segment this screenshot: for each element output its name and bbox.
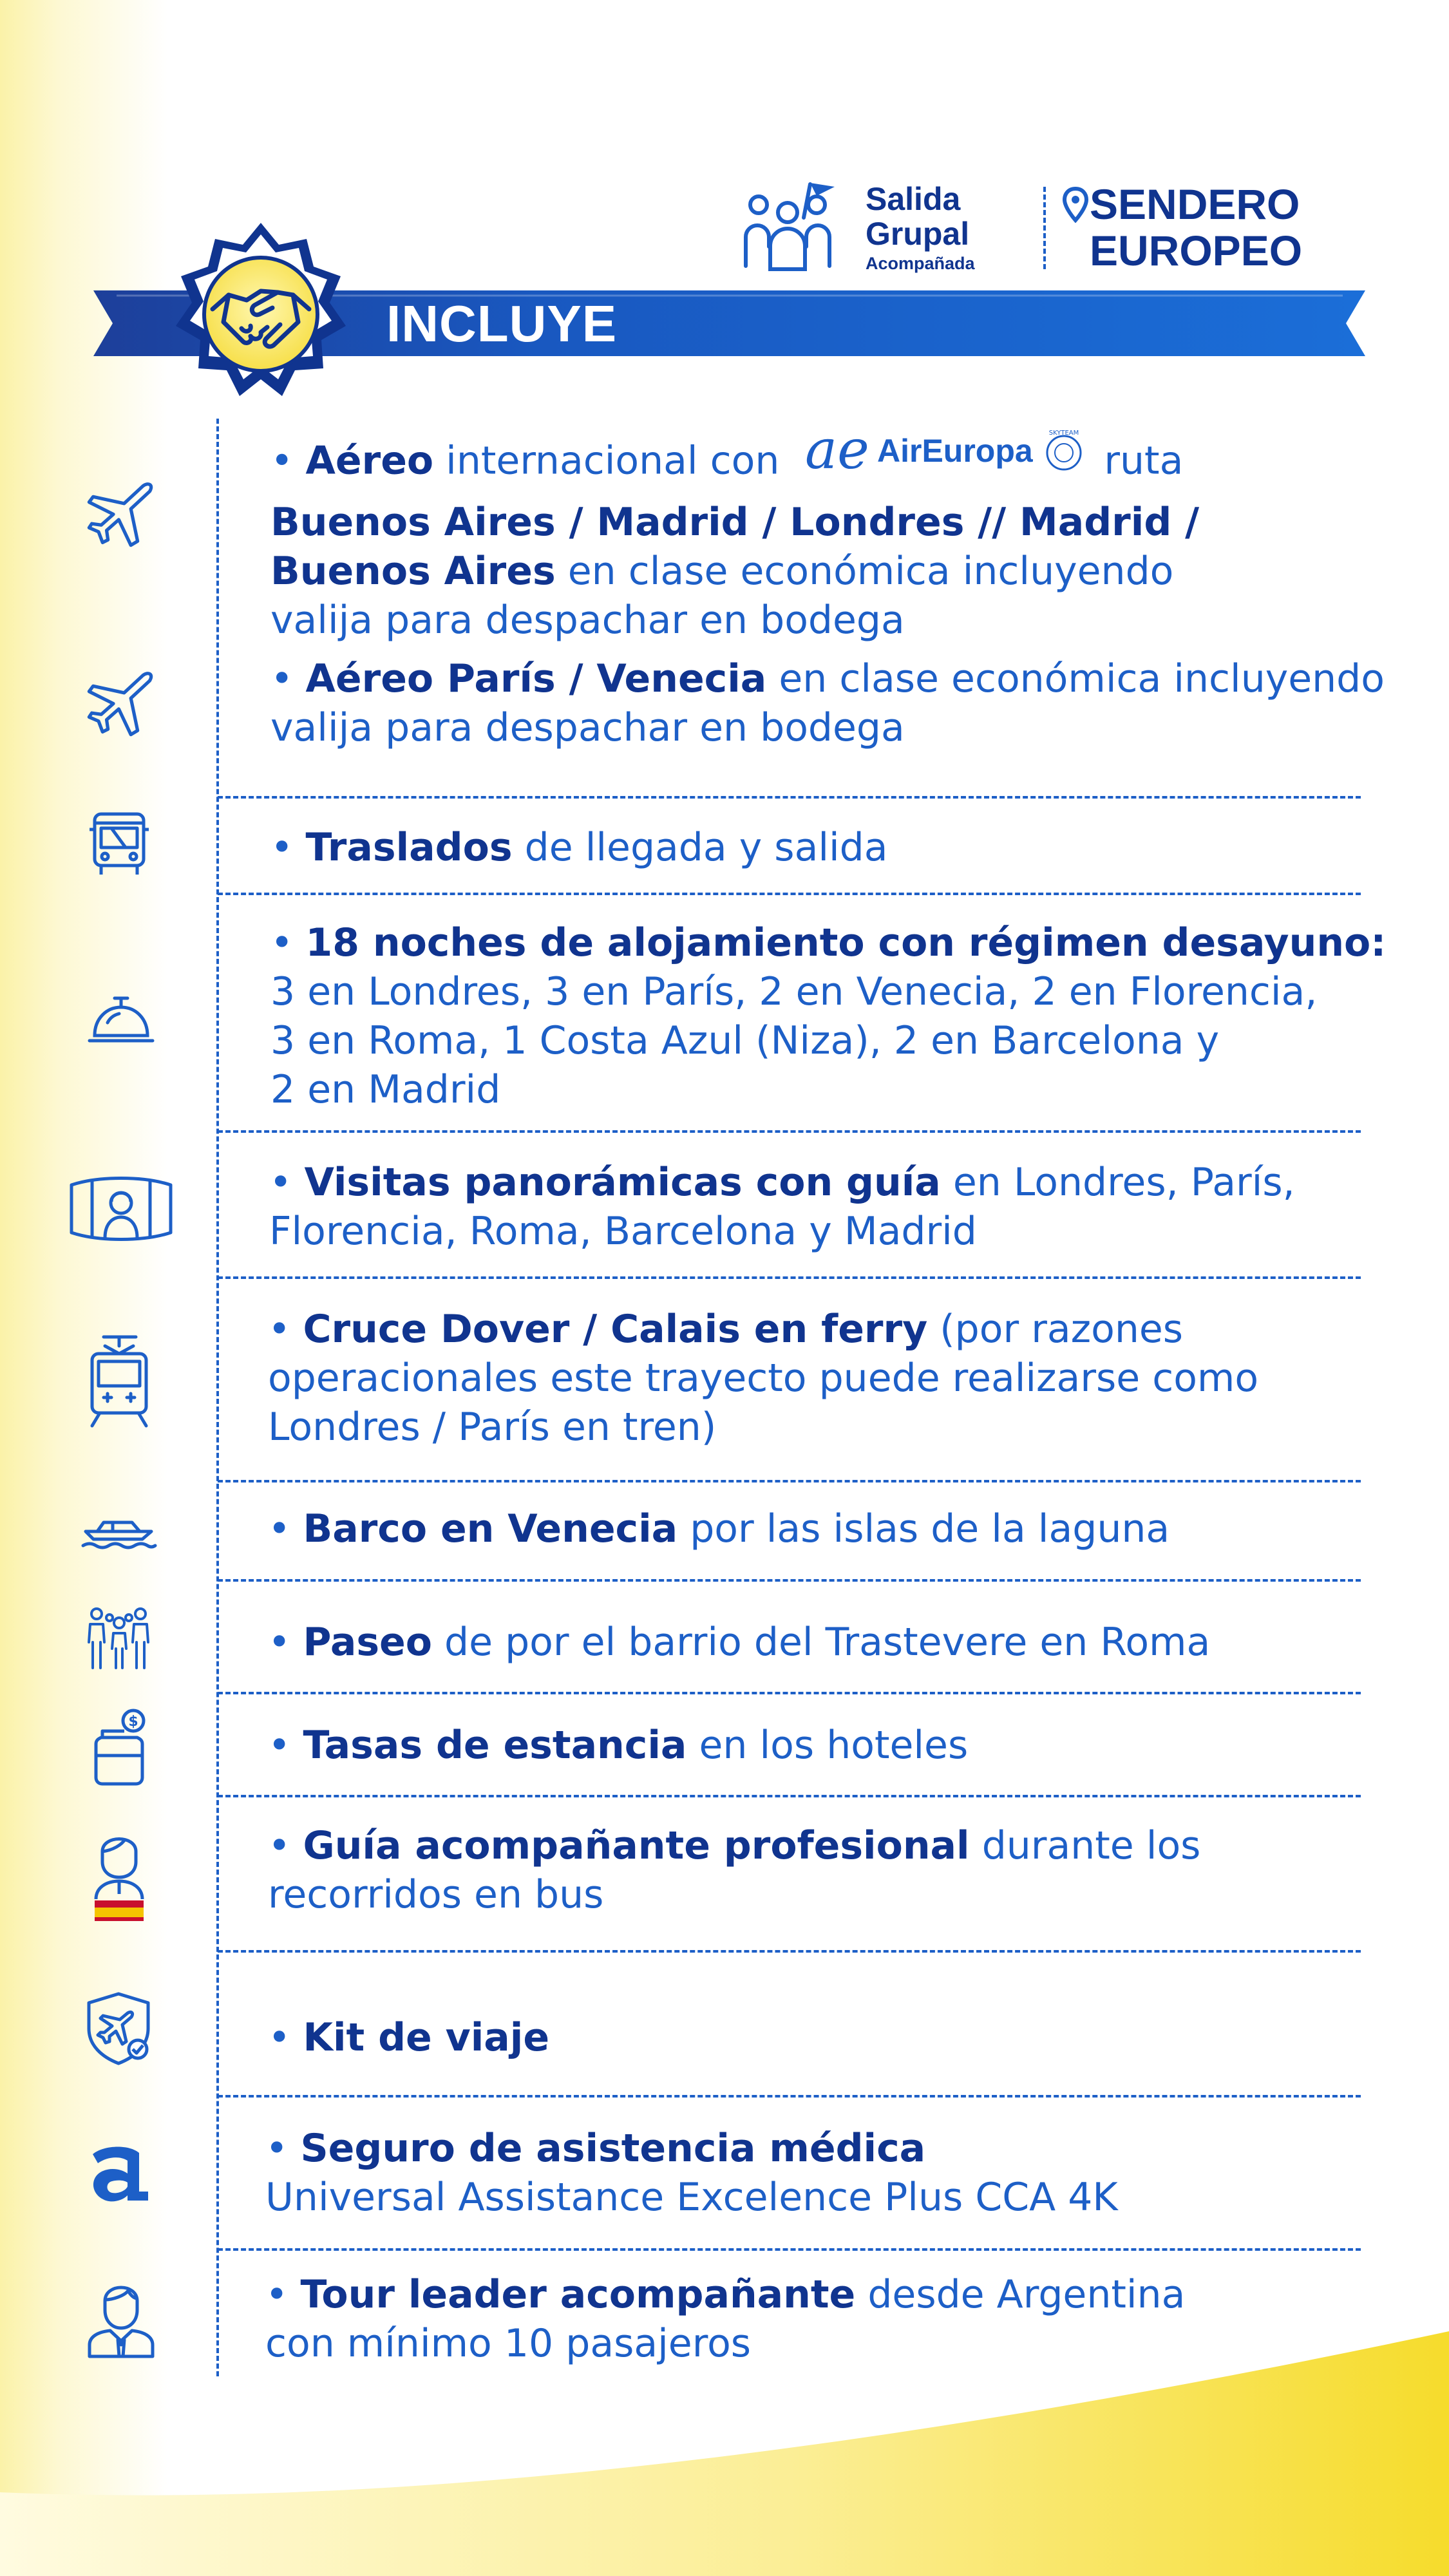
hotel-bell-icon xyxy=(86,990,156,1048)
item-text: en Londres, París, xyxy=(940,1160,1295,1205)
item-bold: Cruce Dover / Calais en ferry xyxy=(303,1307,928,1352)
spanish-guide-icon xyxy=(93,1826,145,1922)
walking-group-icon xyxy=(84,1604,155,1674)
item-text: en los hoteles xyxy=(687,1723,969,1768)
item-bold: Traslados xyxy=(305,825,513,870)
item-text: internacional con xyxy=(433,438,780,484)
item-text: ruta xyxy=(1104,438,1184,484)
money-jar-icon xyxy=(87,1707,151,1787)
bullet: • xyxy=(268,1620,291,1665)
item-line: valija para despachar en bodega xyxy=(270,705,905,750)
separator xyxy=(218,2095,1361,2098)
item-text: durante los xyxy=(969,1823,1201,1868)
item-line: con mínimo 10 pasajeros xyxy=(265,2321,752,2366)
boat-icon xyxy=(80,1510,158,1549)
tour-leader-icon xyxy=(86,2277,156,2360)
list-item xyxy=(270,424,1423,645)
item-text: por las islas de la laguna xyxy=(677,1506,1170,1551)
bullet: • xyxy=(265,2272,289,2317)
item-text: (por razones xyxy=(927,1307,1184,1352)
item-line: Universal Assistance Excelence Plus CCA 4K xyxy=(265,2175,1118,2220)
timeline-line xyxy=(216,419,219,2376)
handshake-badge-icon xyxy=(164,219,357,412)
list-item xyxy=(268,1504,1421,1553)
item-line: 3 en Roma, 1 Costa Azul (Niza), 2 en Barcelona y xyxy=(270,1018,1220,1063)
bullet: • xyxy=(265,2126,289,2171)
item-line: valija para despachar en bodega xyxy=(270,598,905,643)
bullet: • xyxy=(268,1307,291,1352)
item-bold: Aéreo xyxy=(305,438,434,484)
group-tour-icon xyxy=(739,179,836,276)
item-text: de llegada y salida xyxy=(512,825,888,870)
header-divider xyxy=(1043,187,1046,269)
bullet: • xyxy=(268,1823,291,1868)
train-icon xyxy=(86,1333,153,1430)
item-line: 2 en Madrid xyxy=(270,1067,501,1112)
item-bold: Barco en Venecia xyxy=(303,1506,678,1551)
separator xyxy=(218,1795,1361,1797)
item-bold: Seguro de asistencia médica xyxy=(300,2126,926,2171)
skyteam-label: SKYTEAM xyxy=(1049,430,1079,437)
item-bold: Guía acompañante profesional xyxy=(303,1823,970,1868)
list-item xyxy=(269,1158,1422,1256)
item-line: Londres / París en tren) xyxy=(268,1405,717,1450)
list-item xyxy=(268,1618,1421,1667)
brand-line-2: EUROPEO xyxy=(1090,227,1303,274)
group-line-2: Grupal xyxy=(866,216,970,252)
list-item xyxy=(265,2124,1418,2222)
separator xyxy=(218,1480,1361,1482)
program-brand xyxy=(1090,180,1303,274)
item-bold: Tasas de estancia xyxy=(303,1723,687,1768)
separator xyxy=(218,1692,1361,1694)
item-line: 3 en Londres, 3 en París, 2 en Venecia, 2 en Florencia, xyxy=(270,969,1318,1014)
bullet: • xyxy=(270,920,294,965)
assistance-logo-icon xyxy=(84,2141,158,2206)
separator xyxy=(218,893,1361,895)
list-item xyxy=(265,2270,1418,2368)
brand-line-1: SENDERO xyxy=(1090,180,1300,228)
item-line: Florencia, Roma, Barcelona y Madrid xyxy=(269,1209,977,1254)
bullet: • xyxy=(270,825,294,870)
banner-title: INCLUYE xyxy=(386,295,618,352)
list-item xyxy=(268,1821,1421,1919)
separator xyxy=(218,796,1361,799)
separator xyxy=(218,2248,1361,2251)
item-text: desde Argentina xyxy=(855,2272,1186,2317)
panoramic-guide-icon xyxy=(66,1171,176,1248)
separator xyxy=(218,1950,1361,1953)
aireuropa-mark: ae xyxy=(805,424,870,481)
item-bold-line: Buenos Aires / Madrid / Londres // Madrid / xyxy=(270,500,1200,545)
header xyxy=(734,174,1340,277)
separator xyxy=(218,1579,1361,1582)
list-item xyxy=(268,1721,1421,1770)
aireuropa-logo xyxy=(805,424,1088,494)
item-bold: 18 noches de alojamiento con régimen desayuno: xyxy=(305,920,1387,965)
item-bold: Buenos Aires xyxy=(270,549,556,594)
item-bold: Paseo xyxy=(303,1620,432,1665)
separator xyxy=(218,1130,1361,1133)
item-bold: Visitas panorámicas con guía xyxy=(304,1160,941,1205)
travel-shield-icon xyxy=(84,1990,158,2067)
location-pin-icon xyxy=(1063,187,1088,223)
item-bold: Tour leader acompañante xyxy=(300,2272,856,2317)
list-item xyxy=(268,1305,1421,1452)
airplane-icon xyxy=(84,666,158,740)
airplane-icon xyxy=(84,477,158,551)
list-item xyxy=(270,918,1423,1114)
salida-grupal-label xyxy=(866,183,975,272)
aireuropa-name: AirEuropa xyxy=(877,433,1034,469)
group-line-3: Acompañada xyxy=(866,254,975,273)
item-bold: Aéreo París / Venecia xyxy=(305,656,767,701)
group-line-1: Salida xyxy=(866,181,961,217)
bullet: • xyxy=(270,438,294,484)
item-bold: Kit de viaje xyxy=(303,2015,550,2060)
bullet: • xyxy=(269,1160,292,1205)
item-line: operacionales este trayecto puede realizarse como xyxy=(268,1356,1259,1401)
bullet: • xyxy=(270,656,294,701)
list-item xyxy=(268,2013,1421,2062)
item-text: en clase económica incluyendo xyxy=(555,549,1174,594)
separator xyxy=(218,1276,1361,1279)
item-line: recorridos en bus xyxy=(268,1872,604,1917)
list-item xyxy=(270,823,1423,872)
item-text: de por el barrio del Trastevere en Roma xyxy=(431,1620,1211,1665)
bullet: • xyxy=(268,1506,291,1551)
svg-text:$: $ xyxy=(128,1714,138,1730)
list-item xyxy=(270,654,1423,752)
bullet: • xyxy=(268,1723,291,1768)
bullet: • xyxy=(268,2015,291,2060)
item-text: en clase económica incluyendo xyxy=(766,656,1385,701)
bus-icon xyxy=(87,810,151,878)
